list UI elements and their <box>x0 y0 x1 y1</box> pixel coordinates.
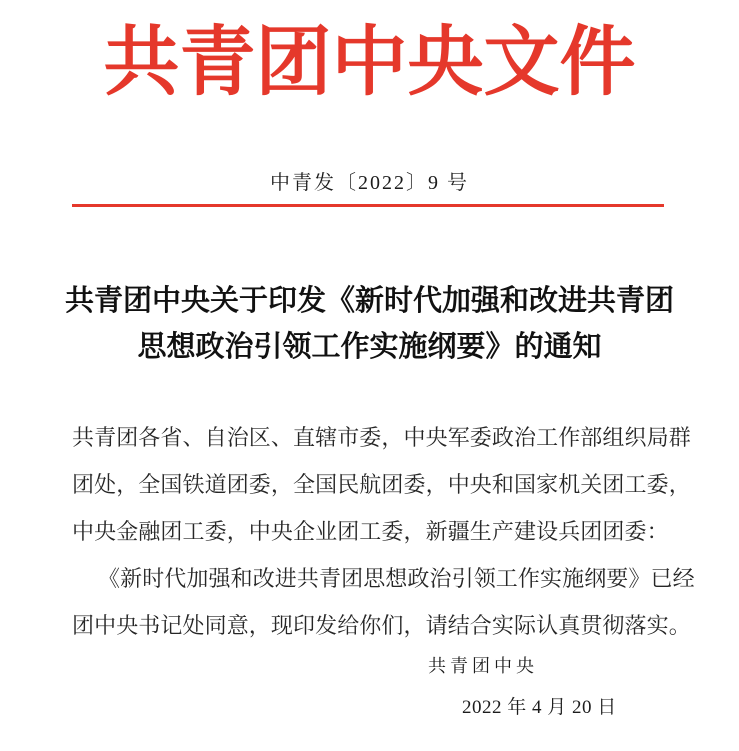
signature-date: 2022 年 4 月 20 日 <box>462 697 617 718</box>
body-text <box>72 414 695 649</box>
notice-line-2: 团中央书记处同意，现印发给你们，请结合实际认真贯彻落实。 <box>72 613 691 638</box>
document-title-line-2: 思想政治引领工作实施纲要》的通知 <box>137 331 602 363</box>
addressee-line-3: 中央金融团工委，中央企业团工委，新疆生产建设兵团团委： <box>72 519 669 544</box>
addressee-line-2: 团处，全国铁道团委，全国民航团委，中央和国家机关团工委， <box>72 472 691 497</box>
red-separator-line <box>72 204 664 207</box>
addressee-line-1: 共青团各省、自治区、直辖市委，中央军委政治工作部组织局群 <box>72 425 691 450</box>
document-title-line-1: 共青团中央关于印发《新时代加强和改进共青团 <box>64 285 674 317</box>
document-title <box>0 278 739 370</box>
notice-line-1: 《新时代加强和改进共青团思想政治引领工作实施纲要》已经 <box>98 566 695 591</box>
document-number: 中青发〔2022〕9 号 <box>270 172 469 194</box>
masthead-title: 共青团中央文件 <box>103 21 636 105</box>
signature-organization: 共青团中央 <box>428 656 538 676</box>
